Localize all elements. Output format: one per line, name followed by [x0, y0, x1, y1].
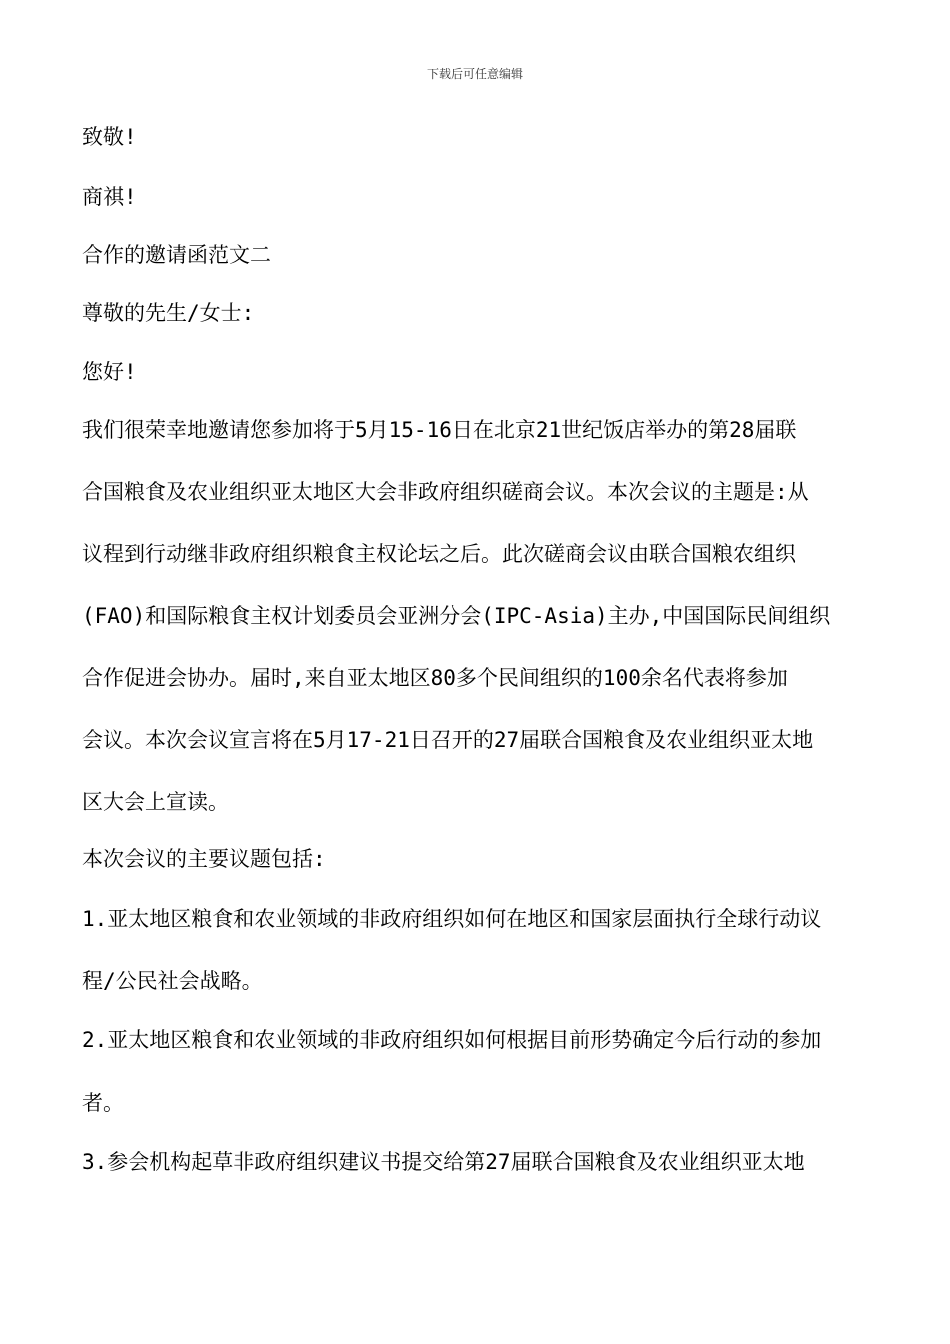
- paragraph-line: 会议。本次会议宣言将在5月17-21日召开的27届联合国粮食及农业组织亚太地: [82, 728, 814, 752]
- closing-salutation: 致敬!: [82, 125, 137, 149]
- closing-regards: 商祺!: [82, 185, 137, 209]
- list-item-2-line: 者。: [82, 1091, 124, 1115]
- paragraph-line: 我们很荣幸地邀请您参加将于5月15-16日在北京21世纪饭店举办的第28届联: [82, 418, 797, 442]
- paragraph-line: 合作促进会协办。届时,来自亚太地区80多个民间组织的100余名代表将参加: [82, 666, 788, 690]
- paragraph-line: 合国粮食及农业组织亚太地区大会非政府组织磋商会议。本次会议的主题是:从: [82, 480, 809, 504]
- list-item-1-line: 程/公民社会战略。: [82, 969, 263, 993]
- greeting-hello: 您好!: [82, 360, 137, 384]
- list-item-2-line: 2.亚太地区粮食和农业领域的非政府组织如何根据目前形势确定今后行动的参加: [82, 1028, 822, 1052]
- paragraph-line: 区大会上宣读。: [82, 790, 229, 814]
- list-item-1-line: 1.亚太地区粮食和农业领域的非政府组织如何在地区和国家层面执行全球行动议: [82, 907, 822, 931]
- greeting-addressee: 尊敬的先生/女士:: [82, 301, 255, 325]
- paragraph-line: 议程到行动继非政府组织粮食主权论坛之后。此次磋商会议由联合国粮农组织: [82, 542, 796, 566]
- section-title: 合作的邀请函范文二: [82, 243, 271, 267]
- topics-intro: 本次会议的主要议题包括:: [82, 847, 326, 871]
- paragraph-line: (FAO)和国际粮食主权计划委员会亚洲分会(IPC-Asia)主办,中国国际民间组织: [82, 604, 831, 628]
- page-header: 下载后可任意编辑: [426, 67, 523, 81]
- list-item-3-line: 3.参会机构起草非政府组织建议书提交给第27届联合国粮食及农业组织亚太地: [82, 1150, 805, 1174]
